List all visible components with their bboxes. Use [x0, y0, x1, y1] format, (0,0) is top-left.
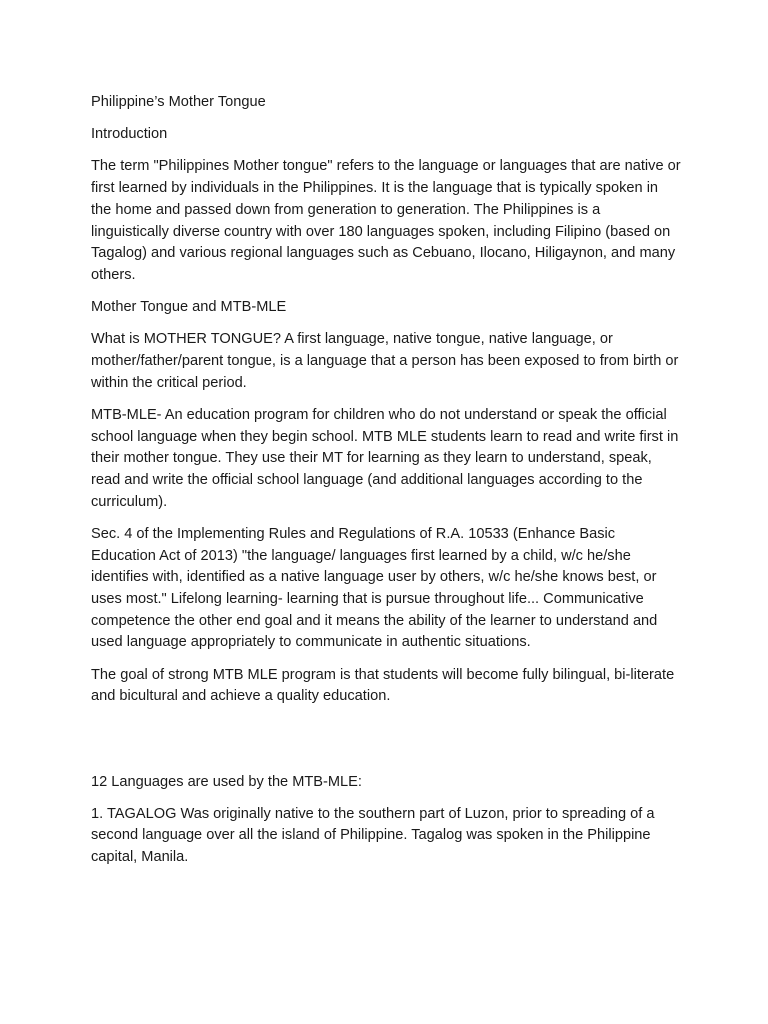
goal-paragraph: The goal of strong MTB MLE program is that students will become fully bilingual, bi-literate and bicultural and achieve a quality education.: [91, 666, 675, 705]
tagalog-list-item: 1. TAGALOG Was originally native to the southern part of Luzon, prior to spreading of a second language over all the island of Philippine. Tagalog was spoken in the Philippine capital, Manila.: [91, 805, 655, 866]
mtb-mle-section-heading: Mother Tongue and MTB-MLE: [91, 299, 287, 316]
languages-heading: 12 Languages are used by the MTB-MLE:: [91, 773, 362, 790]
mother-tongue-paragraph: What is MOTHER TONGUE? A first language, native tongue, native language, or mother/father/parent tongue, is a language that a person has been exposed to from birth or within the critical period.: [91, 331, 679, 391]
introduction-heading: Introduction: [91, 126, 168, 143]
introduction-paragraph: The term "Philippines Mother tongue" refers to the language or languages that are native or first learned by individuals in the Philippines. It is the language that is typically spoken in the home and passed down from generation to generation. The Philippines is a linguistically diverse country with over 180 languages spoken, including Filipino (based on Tagalog) and various regional languages such as Cebuano, Ilocano, Hiligaynon, and many others.: [91, 158, 681, 283]
document-page: [91, 92, 681, 879]
document-title: Philippine’s Mother Tongue: [91, 94, 266, 110]
blank-spacer: [91, 719, 681, 772]
sec4-paragraph: Sec. 4 of the Implementing Rules and Regulations of R.A. 10533 (Enhance Basic Education Act of 2013) "the language/ languages first learned by a child, w/c he/she identifies with, identified as a native language user by others, w/c he/she knows best, or uses most." Lifelong learning- learning that is pursue throughout life... Communicative competence the other end goal and it means the ability of the learner to understand and used language appropriately to communicate in authentic situations.: [91, 525, 658, 651]
mtb-mle-definition-paragraph: MTB-MLE- An education program for children who do not understand or speak the official school language when they begin school. MTB MLE students learn to read and write first in their mother tongue. They use their MT for learning as they learn to understand, speak, read and write the official school language (and additional languages according to the curriculum).: [91, 406, 679, 510]
